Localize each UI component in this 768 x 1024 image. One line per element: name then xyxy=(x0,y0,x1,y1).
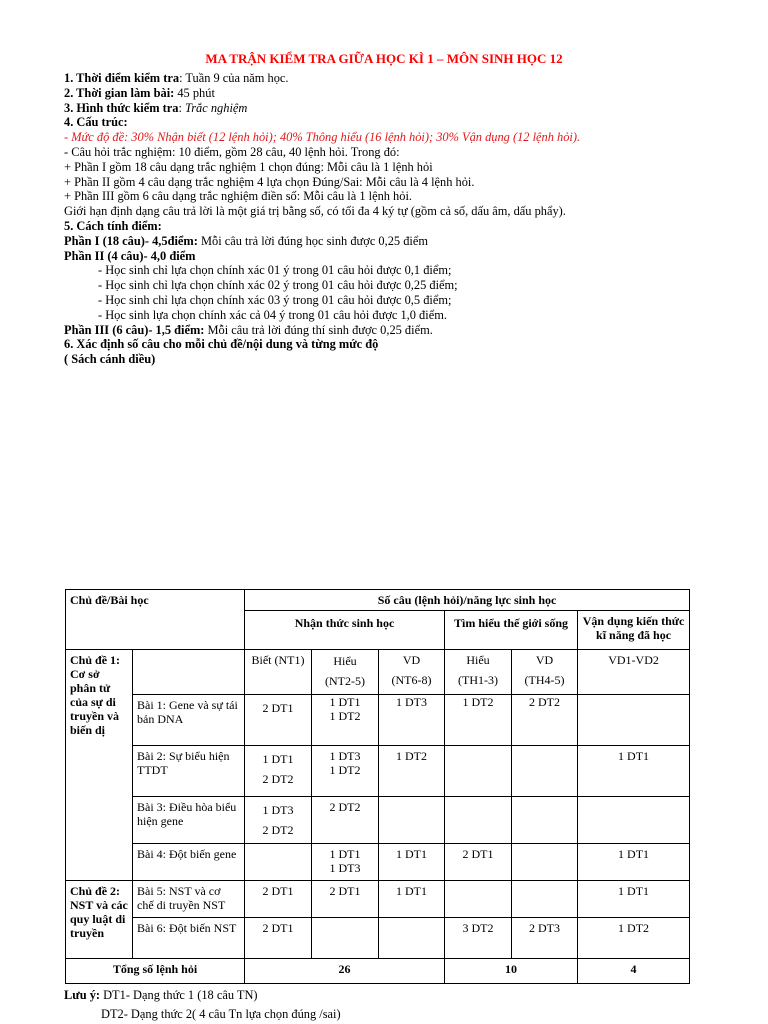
exam-form xyxy=(64,101,744,116)
subheader-th-understand xyxy=(445,650,512,695)
lesson-cell: Bài 2: Sự biểu hiện TTDT xyxy=(133,746,245,797)
part1-scoring xyxy=(64,234,744,249)
count-know: 2 DT1 xyxy=(245,918,312,959)
exam-duration-label: 2. Thời gian làm bài: xyxy=(64,85,175,100)
part2-scoring-item: - Học sinh lựa chọn chính xác cả 04 ý trong 01 câu hỏi được 1,0 điểm. xyxy=(98,307,447,322)
lesson-cell: Bài 4: Đột biến gene xyxy=(133,844,245,881)
count-understand xyxy=(312,695,379,746)
total-application: 4 xyxy=(578,959,690,984)
count-understand: 2 DT1 xyxy=(312,881,379,918)
count-know xyxy=(245,746,312,797)
exam-duration-value: 45 phút xyxy=(174,85,215,100)
header-cognition: Nhận thức sinh học xyxy=(245,611,445,650)
part1-scoring-value: Mỗi câu trả lời đúng học sinh được 0,25 điểm xyxy=(197,233,428,248)
count-th-apply: 2 DT2 xyxy=(512,695,578,746)
count-th-apply xyxy=(512,844,578,881)
subheader-understand-l1: Hiểu xyxy=(333,654,357,668)
note-dt1: DT1- Dạng thức 1 (18 câu TN) xyxy=(100,988,258,1002)
count-apply: 1 DT1 xyxy=(379,881,445,918)
part1-description: + Phần I gồm 18 câu dạng trắc nghiệm 1 chọn đúng: Mỗi câu là 1 lệnh hỏi xyxy=(64,159,433,174)
part2-scoring-item: - Học sinh chỉ lựa chọn chính xác 02 ý trong 01 câu hỏi được 0,25 điểm; xyxy=(98,278,458,293)
count-th-apply xyxy=(512,746,578,797)
subheader-understand xyxy=(312,650,379,695)
lesson-cell: Bài 1: Gene và sự tái bản DNA xyxy=(133,695,245,746)
count-know xyxy=(245,797,312,844)
count-line: 1 DT2 xyxy=(329,763,361,777)
topic-2: Chủ đề 2: NST và các quy luật di truyền xyxy=(66,881,133,959)
part1-scoring-label: Phần I (18 câu)- 4,5điểm: xyxy=(64,233,198,248)
count-th-apply xyxy=(512,881,578,918)
count-line: 2 DT2 xyxy=(262,823,294,837)
subheader-th-apply xyxy=(512,650,578,695)
answer-format-limit: Giới hạn định dạng câu trả lời là một giá trị bằng số, có tối đa 4 ký tự (gồm cả số, dấu âm, dấu phẩy). xyxy=(64,204,566,219)
count-vd: 1 DT2 xyxy=(578,918,690,959)
count-th-understand: 1 DT2 xyxy=(445,695,512,746)
count-th-apply xyxy=(512,797,578,844)
count-line: 1 DT3 xyxy=(262,803,294,817)
count-vd xyxy=(578,797,690,844)
count-line: 1 DT3 xyxy=(329,861,361,875)
count-th-understand xyxy=(445,746,512,797)
total-row xyxy=(66,959,690,984)
total-cognition: 26 xyxy=(245,959,445,984)
part3-scoring-value: Mỗi câu trả lời đúng thí sinh được 0,25 điểm. xyxy=(204,322,433,337)
subheader-understand-l2: (NT2-5) xyxy=(325,674,365,688)
total-exploration: 10 xyxy=(445,959,578,984)
textbook-label: ( Sách cánh diều) xyxy=(64,352,156,367)
lesson-cell: Bài 5: NST và cơ chế di truyền NST xyxy=(133,881,245,918)
subheader-apply-l2: (NT6-8) xyxy=(391,673,432,687)
header-topic: Chủ đề/Bài học xyxy=(66,590,245,650)
count-apply xyxy=(379,797,445,844)
topic-1: Chủ đề 1: Cơ sở phân tử của sự di truyền và biến dị xyxy=(66,650,133,881)
count-vd: 1 DT1 xyxy=(578,746,690,797)
count-apply: 1 DT3 xyxy=(379,695,445,746)
count-th-understand: 3 DT2 xyxy=(445,918,512,959)
table-row xyxy=(66,746,690,797)
exam-form-value: Trắc nghiệm xyxy=(185,100,248,115)
count-understand: 2 DT2 xyxy=(312,797,379,844)
subheader-vd: VD1-VD2 xyxy=(578,650,690,695)
count-line: 1 DT1 xyxy=(329,847,361,861)
count-apply: 1 DT1 xyxy=(379,844,445,881)
part3-scoring-label: Phần III (6 câu)- 1,5 điểm: xyxy=(64,322,205,337)
exam-info xyxy=(64,71,744,367)
document-title: MA TRẬN KIỂM TRA GIỮA HỌC KÌ 1 – MÔN SINH HỌC 12 xyxy=(205,51,563,66)
table-row xyxy=(66,881,690,918)
subheader-apply-l1: VD xyxy=(402,653,421,667)
lesson-cell: Bài 6: Đột biến NST xyxy=(133,918,245,959)
count-th-understand: 2 DT1 xyxy=(445,844,512,881)
exam-time xyxy=(64,71,744,86)
subheader-th-apply-l1: VD xyxy=(535,653,554,667)
count-apply: 1 DT2 xyxy=(379,746,445,797)
part2-scoring-label: Phần II (4 câu)- 4,0 điểm xyxy=(64,248,196,263)
count-know xyxy=(245,844,312,881)
part3-scoring xyxy=(64,323,744,338)
subheader-blank xyxy=(133,650,245,695)
total-label: Tổng số lệnh hỏi xyxy=(66,959,245,984)
exam-time-label: 1. Thời điểm kiểm tra xyxy=(64,71,180,85)
exam-time-value: : Tuần 9 của năm học. xyxy=(179,71,289,85)
question-summary: - Câu hỏi trắc nghiệm: 10 điểm, gồm 28 câu, 40 lệnh hỏi. Trong đó: xyxy=(64,144,400,159)
part2-scoring-item: - Học sinh chỉ lựa chọn chính xác 01 ý trong 01 câu hỏi được 0,1 điểm; xyxy=(98,263,452,278)
part2-description: + Phần II gồm 4 câu dạng trắc nghiệm 4 lựa chọn Đúng/Sai: Mỗi câu là 4 lệnh hỏi. xyxy=(64,174,475,189)
table-subheader-row xyxy=(66,650,690,695)
part2-scoring-item: - Học sinh chỉ lựa chọn chính xác 03 ý trong 01 câu hỏi được 0,5 điểm; xyxy=(98,292,452,307)
count-understand xyxy=(312,746,379,797)
count-know: 2 DT1 xyxy=(245,881,312,918)
header-question-count: Số câu (lệnh hỏi)/năng lực sinh học xyxy=(245,590,690,611)
note-dt2: DT2- Dạng thức 2( 4 câu Tn lựa chọn đúng /sai) xyxy=(101,1007,341,1021)
table-row xyxy=(66,918,690,959)
count-th-understand xyxy=(445,797,512,844)
count-line: 2 DT2 xyxy=(262,772,294,786)
count-th-understand xyxy=(445,881,512,918)
count-vd: 1 DT1 xyxy=(578,844,690,881)
exam-form-sep: : xyxy=(178,100,186,115)
part3-description: + Phần III gồm 6 câu dạng trắc nghiệm điền số: Mỗi câu là 1 lệnh hỏi. xyxy=(64,189,412,204)
notes xyxy=(64,986,341,1024)
exam-form-label: 3. Hình thức kiểm tra xyxy=(64,100,179,115)
lesson-cell: Bài 3: Điều hòa biểu hiện gene xyxy=(133,797,245,844)
count-vd xyxy=(578,695,690,746)
count-vd: 1 DT1 xyxy=(578,881,690,918)
subheader-th-apply-l2: (TH4-5) xyxy=(524,673,565,687)
subheader-apply xyxy=(379,650,445,695)
count-apply xyxy=(379,918,445,959)
count-line: 1 DT1 xyxy=(329,695,361,709)
table-row xyxy=(66,797,690,844)
table-row xyxy=(66,695,690,746)
exam-duration xyxy=(64,86,744,101)
scoring-heading: 5. Cách tính điểm: xyxy=(64,218,162,233)
count-line: 1 DT3 xyxy=(329,749,361,763)
header-application: Vận dụng kiến thức kĩ năng đã học xyxy=(578,611,690,650)
header-exploration: Tìm hiểu thế giới sống xyxy=(445,611,578,650)
count-line: 1 DT1 xyxy=(262,752,294,766)
count-know: 2 DT1 xyxy=(245,695,312,746)
question-matrix-table xyxy=(65,589,690,984)
subheader-know: Biết (NT1) xyxy=(245,650,312,695)
table-header-row xyxy=(66,590,690,611)
count-th-apply: 2 DT3 xyxy=(512,918,578,959)
section6-heading: 6. Xác định số câu cho mỗi chủ đề/nội dung và từng mức độ xyxy=(64,337,379,352)
structure-heading: 4. Cấu trúc: xyxy=(64,115,128,130)
difficulty-level: - Mức độ đề: 30% Nhận biết (12 lệnh hỏi); 40% Thông hiểu (16 lệnh hỏi); 30% Vận dụng (12 lệnh hỏi). xyxy=(64,130,581,145)
count-line: 1 DT2 xyxy=(329,709,361,723)
subheader-th-understand-l1: Hiểu xyxy=(466,653,490,667)
subheader-th-understand-l2: (TH1-3) xyxy=(458,673,498,687)
count-understand xyxy=(312,918,379,959)
count-understand xyxy=(312,844,379,881)
table-row xyxy=(66,844,690,881)
note-label: Lưu ý: xyxy=(64,988,101,1002)
note-line-1 xyxy=(64,986,341,1005)
